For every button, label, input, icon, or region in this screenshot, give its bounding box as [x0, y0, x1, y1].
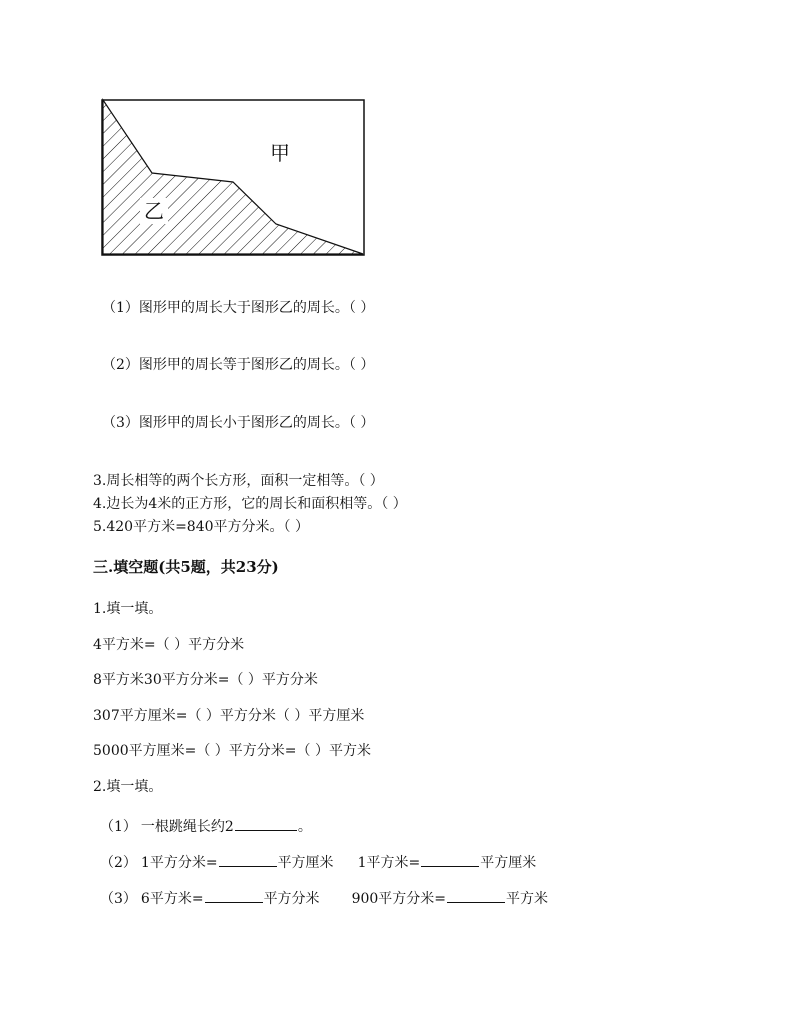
fill1-line-1: 4平方米=（ ）平方分米	[93, 637, 245, 653]
judgment-number: （3）	[102, 415, 139, 431]
answer-blank[interactable]	[447, 888, 505, 903]
fill2-item-1	[100, 816, 312, 836]
label-jia: 甲	[270, 141, 290, 165]
item-b-post: 平方厘米	[480, 855, 537, 871]
shape-figure	[100, 98, 366, 258]
question-4: 4.边长为4米的正方形，它的周长和面积相等。（ ）	[93, 496, 407, 512]
answer-blank[interactable]	[235, 816, 297, 831]
answer-blank[interactable]	[421, 852, 479, 867]
item-a-pre: 1平方分米=	[140, 855, 218, 871]
label-yi: 乙	[144, 199, 164, 223]
section-title: 三.填空题(共5题，共23分)	[93, 558, 279, 576]
fill1-line-4: 5000平方厘米=（ ）平方分米=（ ）平方米	[93, 743, 371, 759]
judgment-text: 图形甲的周长等于图形乙的周长。（ ）	[138, 357, 375, 373]
judgment-text: 图形甲的周长大于图形乙的周长。（ ）	[138, 300, 375, 316]
fill1-line-3: 307平方厘米=（ ）平方分米（ ）平方厘米	[93, 708, 365, 724]
item-a-pre: 6平方米=	[140, 891, 204, 907]
item-text: 一根跳绳长约2	[140, 819, 234, 835]
item-a-post: 平方分米	[263, 891, 320, 907]
item-a-post: 平方厘米	[277, 855, 334, 871]
fill2-item-3	[100, 888, 548, 908]
judgment-number: （1）	[102, 300, 139, 316]
question-5: 5.420平方米=840平方分米。（ ）	[93, 519, 309, 535]
judgment-1	[102, 299, 374, 317]
judgment-number: （2）	[102, 357, 139, 373]
item-number: （2）	[100, 855, 137, 871]
item-number: （3）	[100, 891, 137, 907]
item-b-pre: 900平方分米=	[351, 891, 447, 907]
shape-yi-hatched	[103, 100, 363, 254]
fill1-line-2: 8平方米30平方分米=（ ）平方分米	[93, 672, 318, 688]
answer-blank[interactable]	[219, 852, 277, 867]
item-end: 。	[297, 819, 312, 835]
item-b-post: 平方米	[506, 891, 549, 907]
rectangle-diagram	[100, 98, 366, 258]
item-number: （1）	[100, 819, 137, 835]
answer-blank[interactable]	[205, 888, 263, 903]
judgment-2	[102, 356, 374, 374]
item-b-pre: 1平方米=	[357, 855, 421, 871]
fill1-title: 1.填一填。	[93, 601, 163, 617]
fill2-item-2	[100, 852, 536, 872]
judgment-text: 图形甲的周长小于图形乙的周长。（ ）	[138, 415, 375, 431]
question-3: 3.周长相等的两个长方形，面积一定相等。（ ）	[93, 473, 384, 489]
judgment-3	[102, 414, 374, 432]
fill2-title: 2.填一填。	[93, 779, 163, 795]
